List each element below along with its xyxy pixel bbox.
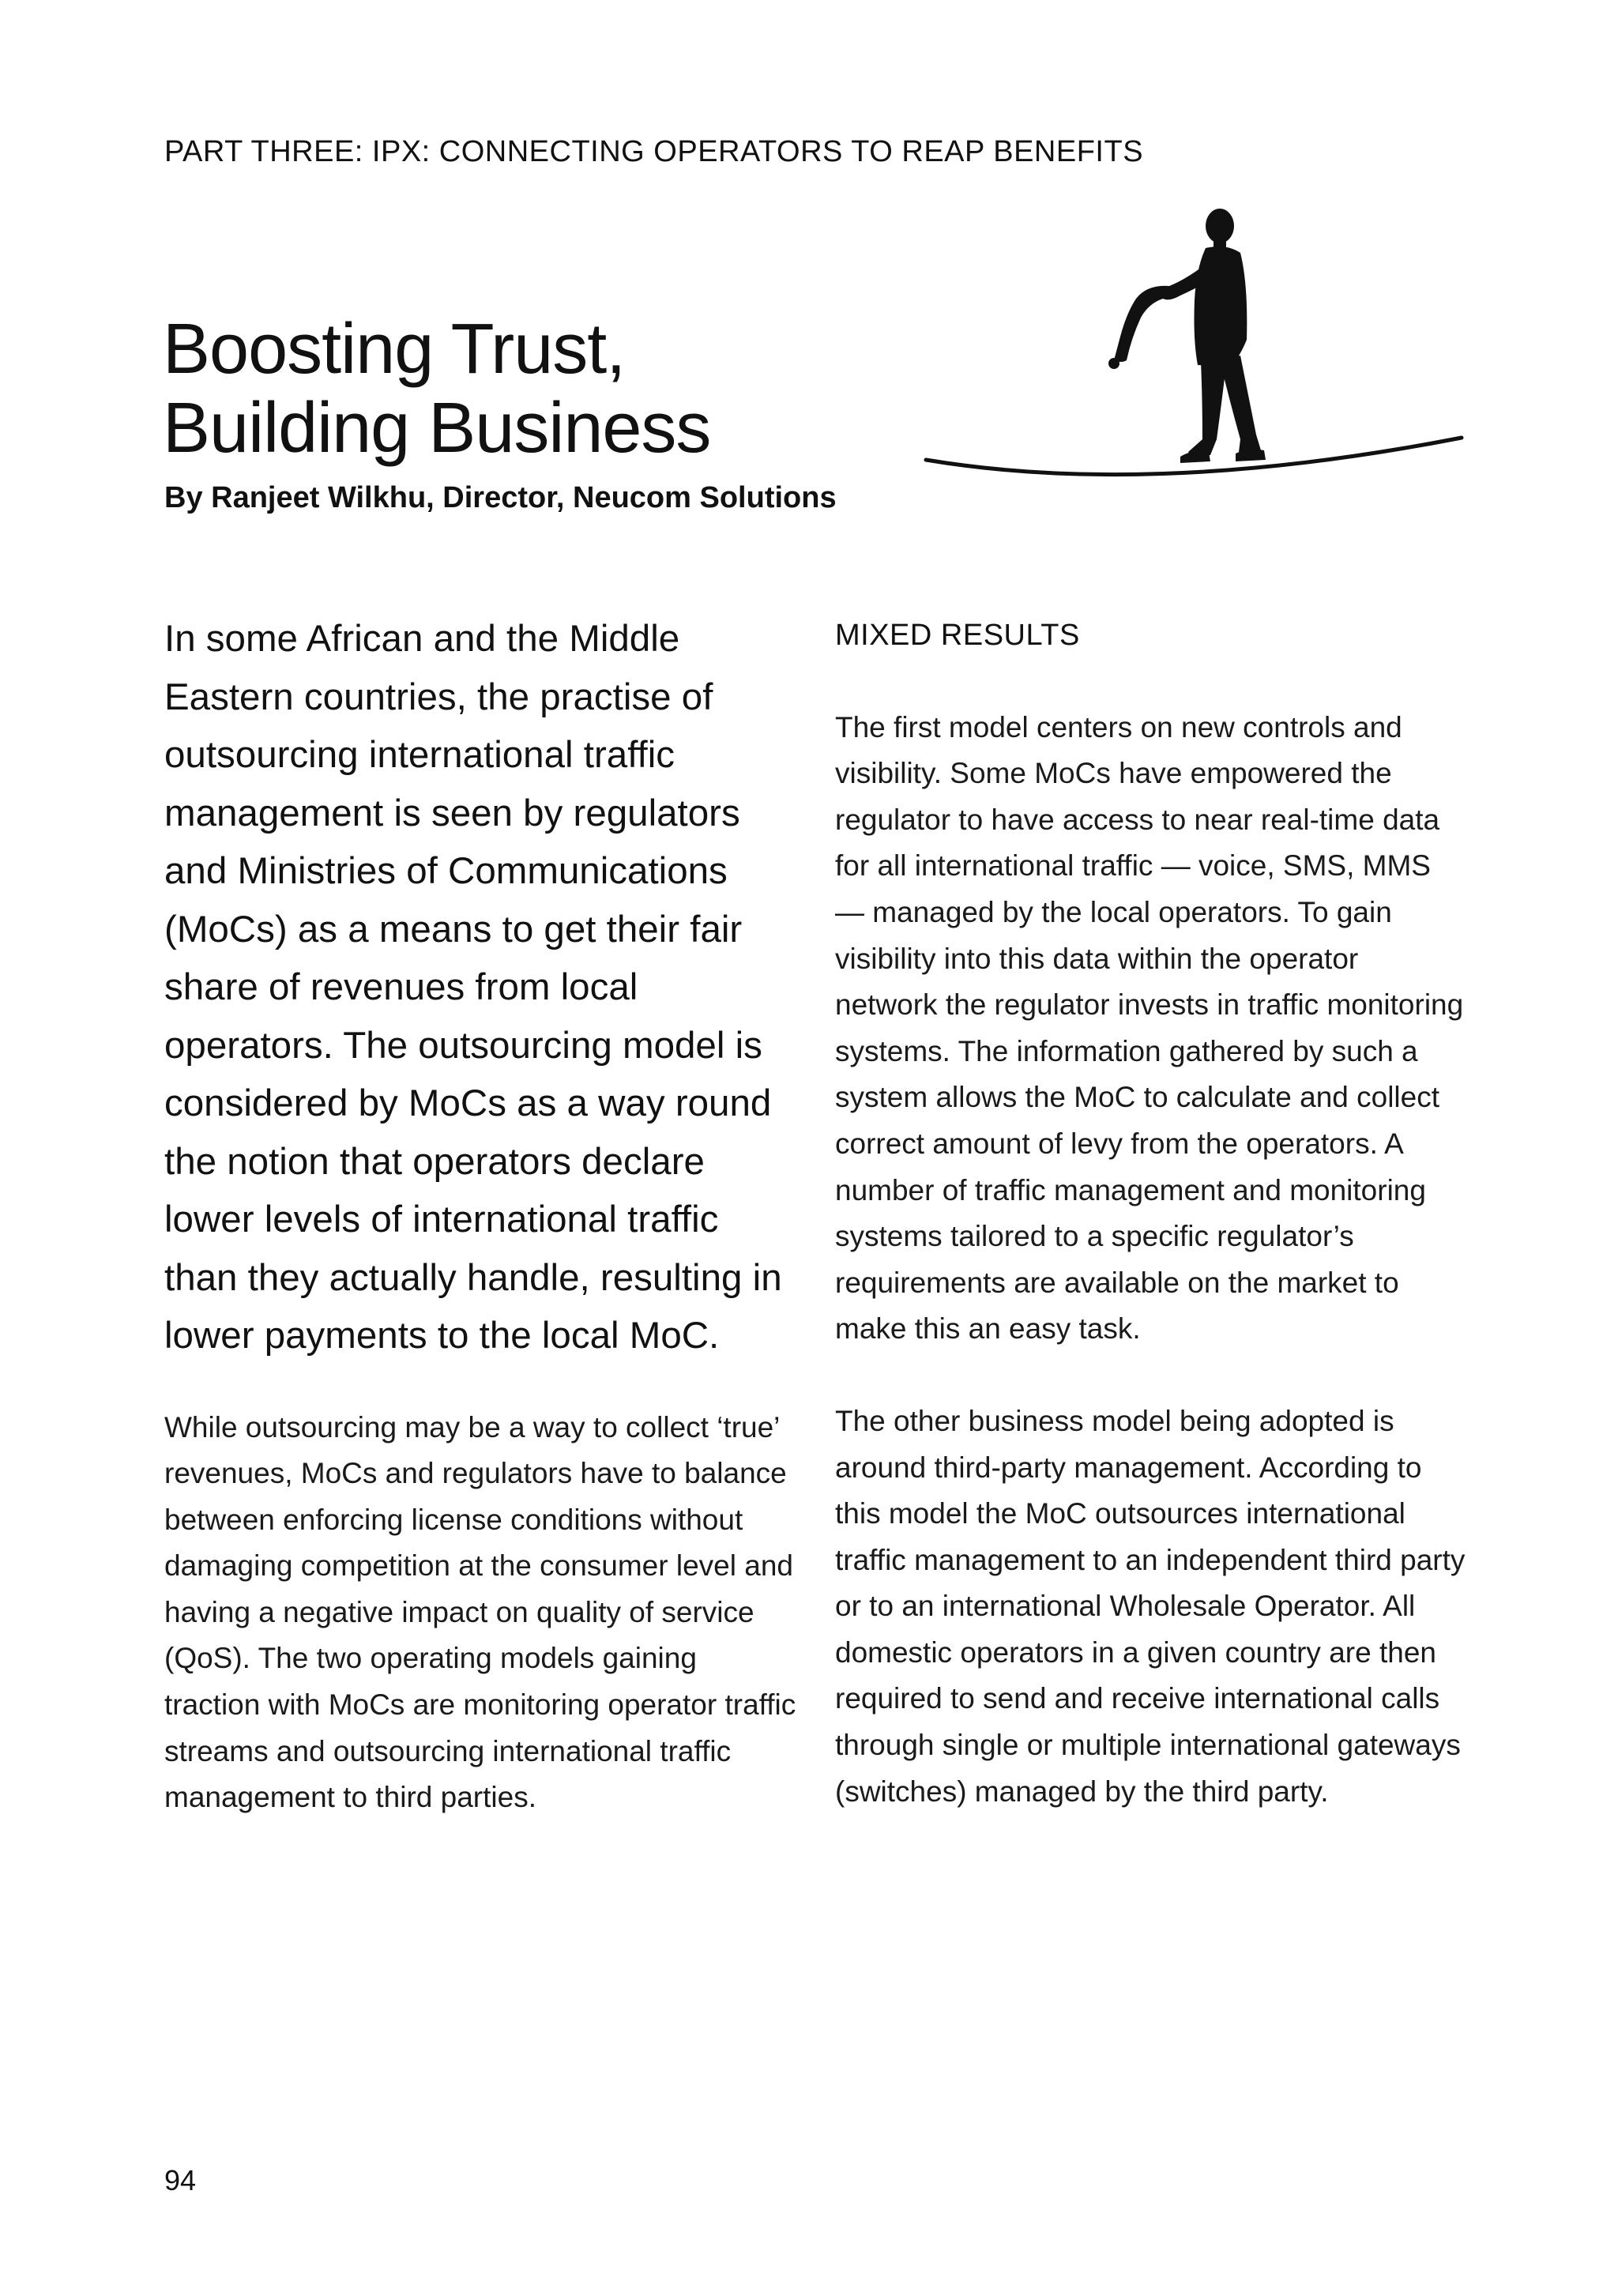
left-column xyxy=(164,610,796,1821)
left-body-paragraph: While outsourcing may be a way to collect ‘true’ revenues, MoCs and regulators have to balance between enforcing license conditions without damaging competition at the consumer level and having a negative impact on quality of service (QoS). The two operating models gaining traction with MoCs are monitoring operator traffic streams and outsourcing international traffic management to third parties. xyxy=(164,1410,796,1814)
right-column xyxy=(835,618,1467,1815)
article-title xyxy=(163,310,874,468)
article-title-line-1: Boosting Trust, xyxy=(163,310,626,389)
tightrope-walker-icon xyxy=(916,198,1469,498)
lead-paragraph: In some African and the Middle Eastern countries, the practise of outsourcing international traffic management is seen by regulators and Ministries of Communications (MoCs) as a means to get their fair share of revenues from local operators. The outsourcing model is considered by MoCs as a way round the notion that operators declare lower levels of international traffic than they actually handle, resulting in lower payments to the local MoC. xyxy=(164,618,782,1357)
page-number: 94 xyxy=(164,2164,197,2196)
right-body-paragraph-2: The other business model being adopted is around third-party management. According to this model the MoC outsources international traffic management to an independent third party or to an international Wholesale Operator. All domestic operators in a given country are then required to send and receive international calls through single or multiple international gateways (switches) managed by the third party. xyxy=(835,1404,1466,1808)
article-title-line-2: Building Business xyxy=(163,389,711,468)
section-subhead: MIXED RESULTS xyxy=(835,619,1080,652)
section-label: PART THREE: IPX: CONNECTING OPERATORS TO REAP BENEFITS xyxy=(164,135,1144,168)
right-body-paragraph-1: The first model centers on new controls and visibility. Some MoCs have empowered the regulator to have access to near real-time data for all international traffic — voice, SMS, MMS — managed by the local operators. To gain visibility into this data within the operator network the regulator invests in traffic monitoring systems. The information gathered by such a system allows the MoC to calculate and collect correct amount of levy from the operators. A number of traffic management and monitoring systems tailored to a specific regulator’s requirements are available on the market to make this an easy task. xyxy=(835,710,1464,1346)
byline: By Ranjeet Wilkhu, Director, Neucom Solutions xyxy=(164,481,837,514)
